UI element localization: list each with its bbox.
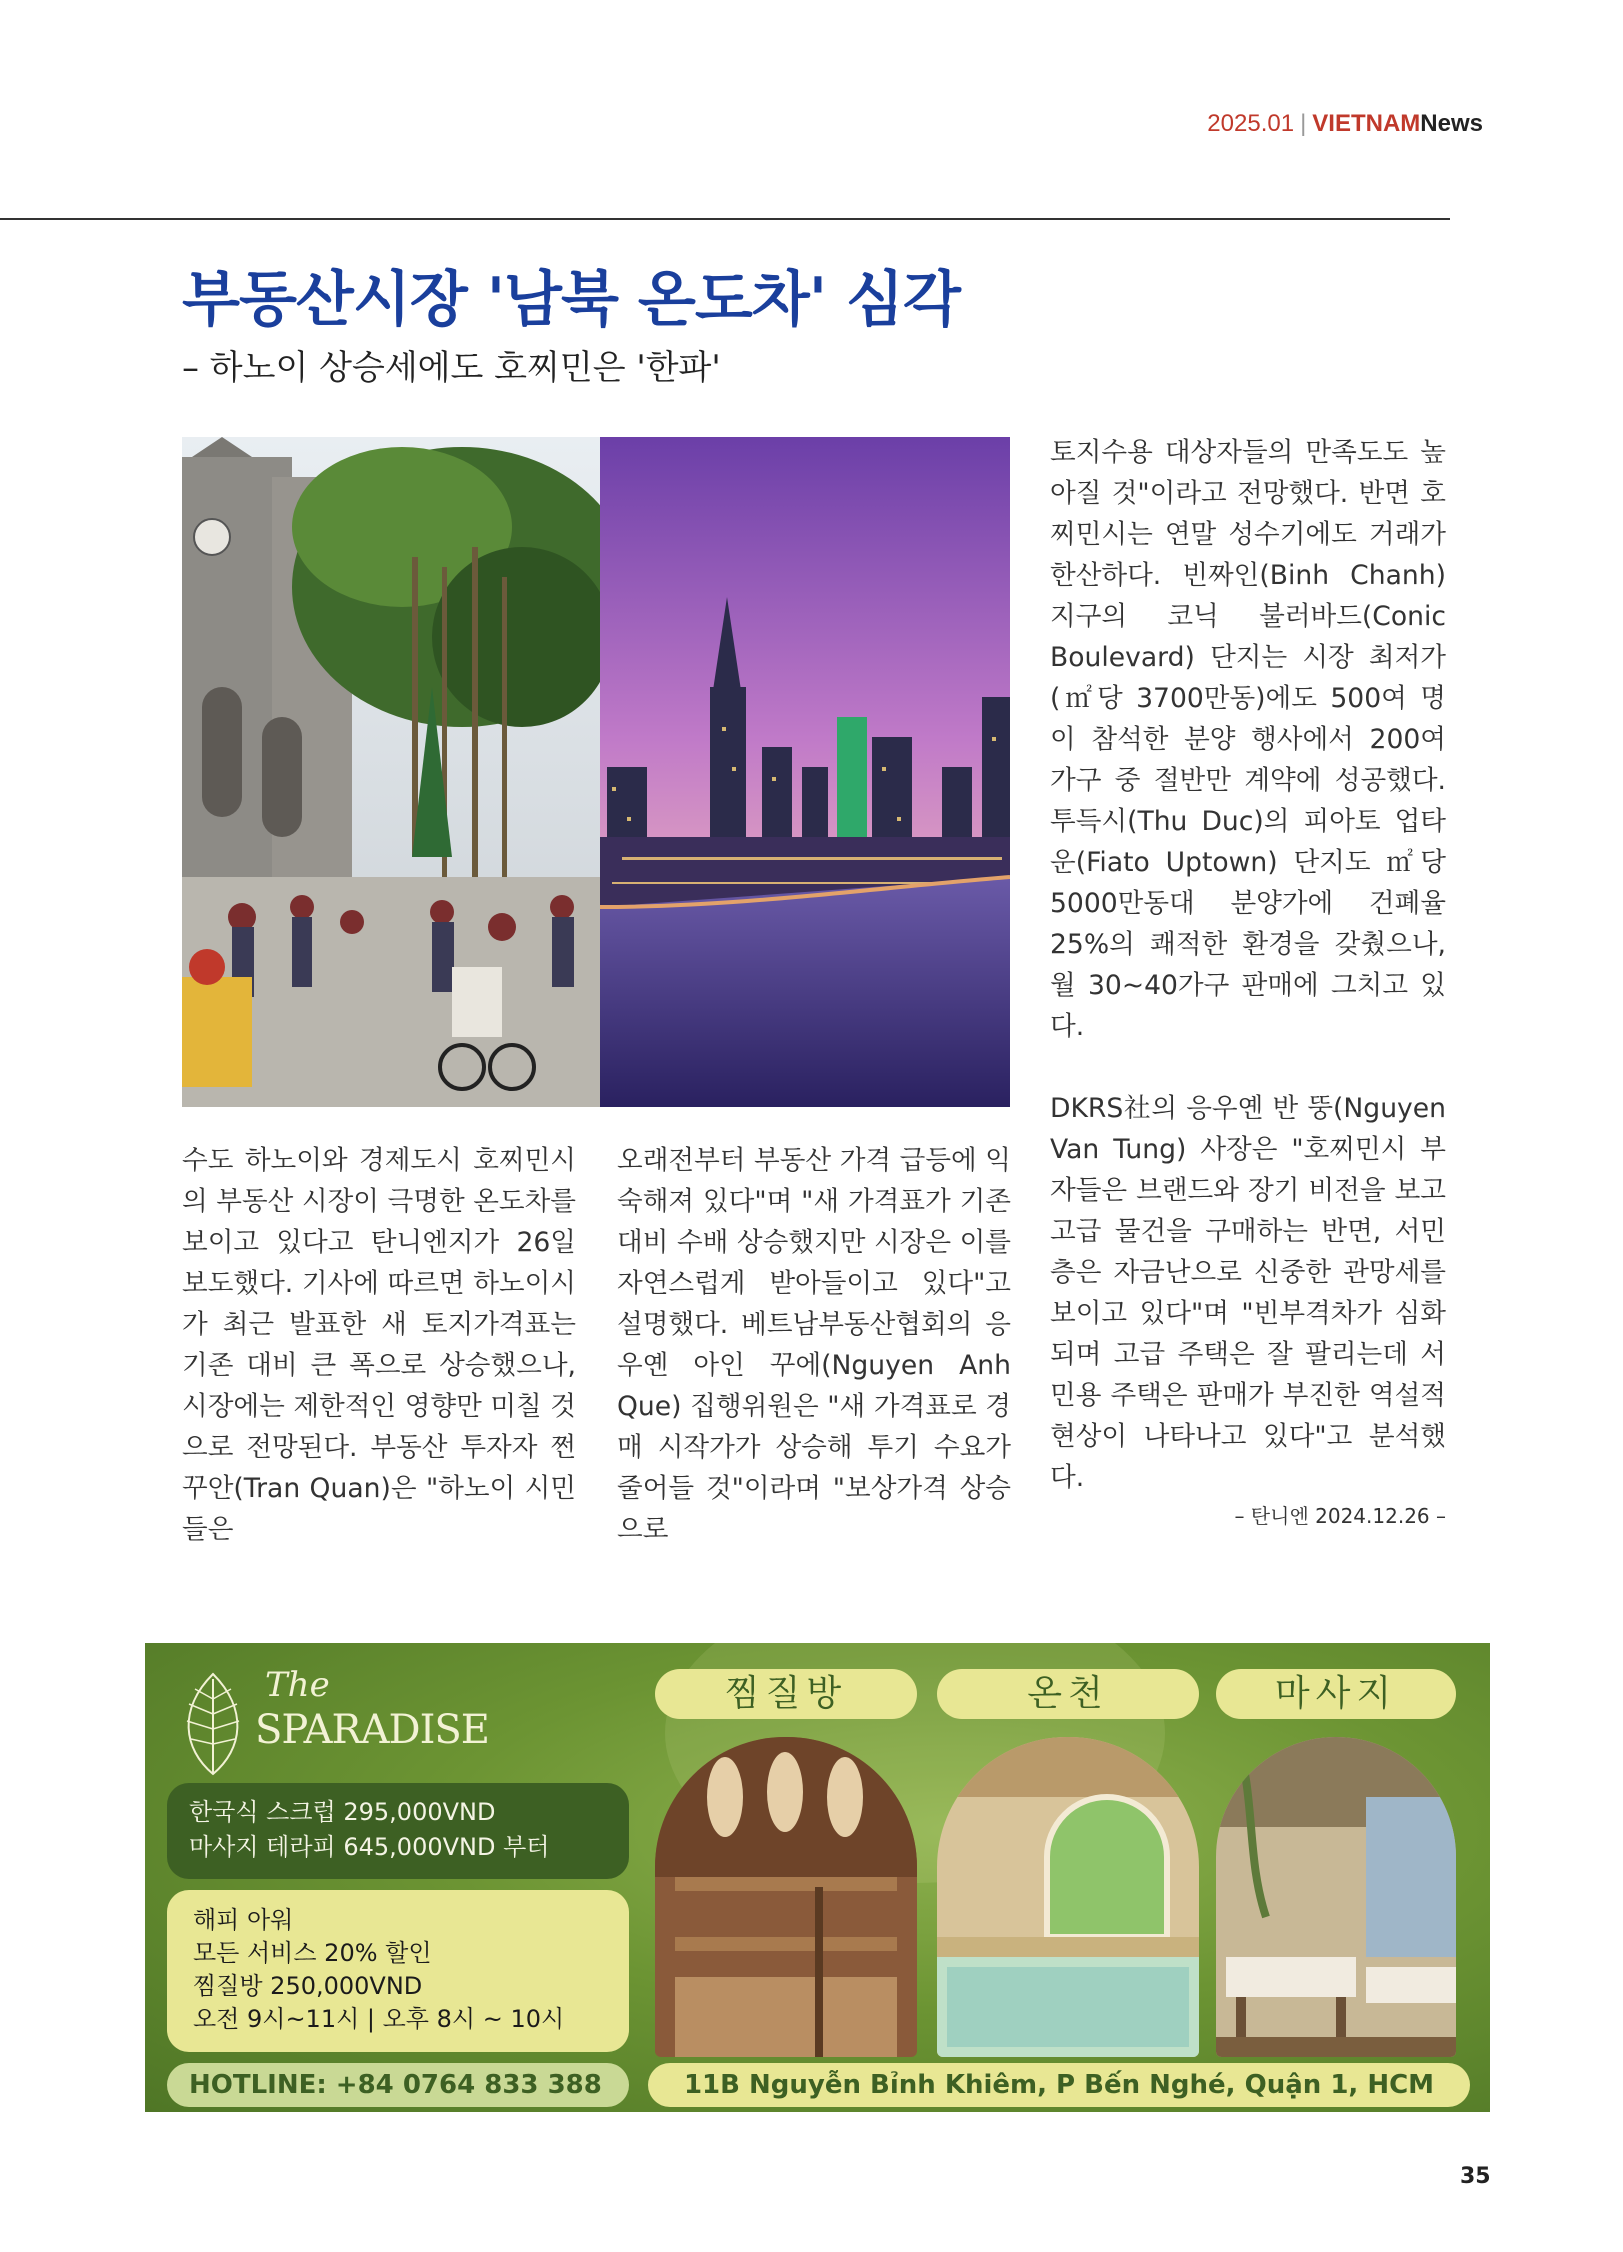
article-title: 부동산시장 '남북 온도차' 심각 [182, 265, 960, 335]
happy-line-1: 해피 아워 [193, 1906, 294, 1934]
service-label-jjimjilbang: 찜질방 [655, 1669, 917, 1719]
page-number: 35 [1460, 2164, 1491, 2189]
sparadise-logo [173, 1665, 490, 1785]
hanoi-street-image [182, 437, 632, 1107]
happy-line-4: 오전 9시~11시 | 오후 8시 ~ 10시 [193, 2005, 565, 2033]
column-3-paragraph-1: 토지수용 대상자들의 만족도도 높아질 것"이라고 전망했다. 반면 호찌민시는 연말 성수기에도 거래가 한산하다. 빈짜인(Binh Chanh) 지구의 코닉 불러바드(Conic Boulevard) 단지는 시장 최저가(㎡당 3700만동)에도 500여 명이 참석한 분양 행사에서 200여 가구 중 절반만 계약에 성공했다. 투득시(Thu Duc)의 피아토 업타운(Fiato Uptown) 단지도 ㎡당 5000만동대 분양가에 건폐율 25%의 쾌적한 환경을 갖췄으나, 월 30~40가구 판매에 그치고 있다. [1050, 437, 1446, 1042]
happy-hour-box [167, 1890, 629, 2052]
issue-date: 2025.01 [1207, 110, 1295, 137]
service-label-massage: 마사지 [1216, 1669, 1456, 1719]
price-line-1: 한국식 스크럽 295,000VND [189, 1798, 496, 1826]
jjimjilbang-photo [655, 1737, 917, 2057]
header-separator: | [1300, 110, 1307, 137]
sparadise-advertisement [145, 1643, 1490, 2112]
article-photo [182, 437, 1010, 1107]
logo-name: SPARADISE [255, 1707, 490, 1753]
running-header [1207, 110, 1483, 138]
service-label-hot-spring: 온천 [937, 1669, 1199, 1719]
price-box [167, 1783, 629, 1879]
article-source: – 탄니엔 2024.12.26 – [1234, 1504, 1446, 1528]
price-line-2: 마사지 테라피 645,000VND 부터 [189, 1833, 550, 1861]
article-subtitle: – 하노이 상승세에도 호찌민은 '한파' [182, 348, 721, 388]
massage-room-photo [1216, 1737, 1456, 2057]
hot-spring-photo [937, 1737, 1199, 2057]
hcmc-skyline-image [600, 437, 1010, 1107]
brand-news: News [1420, 110, 1483, 137]
hotline-bar: HOTLINE: +84 0764 833 388 [167, 2063, 629, 2107]
logo-the: The [265, 1665, 330, 1705]
article-column-2 [617, 1140, 1011, 1550]
article-column-1 [182, 1140, 576, 1550]
column-3-paragraph-2: DKRS社의 응우옌 반 뚱(Nguyen Van Tung) 사장은 "호찌민시 부자들은 브랜드와 장기 비전을 보고 고급 물건을 구매하는 반면, 서민층은 자금난으로 신중한 관망세를 보이고 있다"며 "빈부격차가 심화되며 고급 주택은 잘 팔리는데 서민용 주택은 판매가 부진한 역설적 현상이 나타나고 있다"고 분석했다. [1050, 1093, 1446, 1493]
header-rule [0, 218, 1450, 220]
leaf-icon [173, 1669, 253, 1779]
brand-vietnam: VIETNAM [1312, 110, 1421, 137]
address-bar: 11B Nguyễn Bỉnh Khiêm, P Bến Nghé, Quận 1, HCM [648, 2063, 1470, 2107]
happy-line-3: 찜질방 250,000VND [193, 1972, 423, 2000]
happy-line-2: 모든 서비스 20% 할인 [193, 1939, 432, 1967]
column-2-text: 오래전부터 부동산 가격 급등에 익숙해져 있다"며 "새 가격표가 기존 대비 수배 상승했지만 시장은 이를 자연스럽게 받아들이고 있다"고 설명했다. 베트남부동산협회의 응우옌 아인 꾸에(Nguyen Anh Que) 집행위원은 "새 가격표로 경매 시작가가 상승해 투기 수요가 줄어들 것"이라며 "보상가격 상승으로 [617, 1145, 1011, 1545]
article-column-3 [1050, 432, 1446, 1498]
column-1-text: 수도 하노이와 경제도시 호찌민시의 부동산 시장이 극명한 온도차를 보이고 있다고 탄니엔지가 26일 보도했다. 기사에 따르면 하노이시가 최근 발표한 새 토지가격표는 기존 대비 큰 폭으로 상승했으나, 시장에는 제한적인 영향만 미칠 것으로 전망된다. 부동산 투자자 쩐 꾸안(Tran Quan)은 "하노이 시민들은 [182, 1145, 576, 1545]
